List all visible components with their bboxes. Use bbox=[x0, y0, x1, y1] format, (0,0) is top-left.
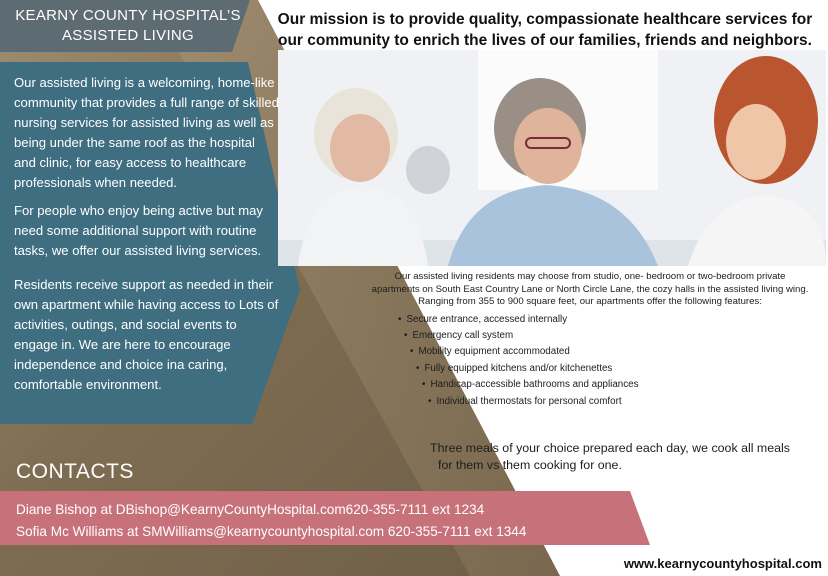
meals-line-1: Three meals of your choice prepared each day, we cook all meals bbox=[430, 441, 790, 455]
feature-item: • Fully equipped kitchens and/or kitchenettes bbox=[370, 361, 810, 377]
apartment-details-paragraph: Our assisted living residents may choose from studio, one- bedroom or two-bedroom private apartments on South East Country Lane or North Circle Lane, the cozy halls in the assisted living wing. Ranging from 355 to 900 square feet, our apartments offer the following features: bbox=[371, 271, 809, 307]
intro-paragraph-3: Residents receive support as needed in their own apartment while having access to Lots of activities, outings, and social events to engage in. We are here to encourage independence and choice ina caring, comfortable environment. bbox=[14, 277, 279, 392]
meals-note bbox=[430, 440, 828, 474]
intro-paragraph-2: For people who enjoy being active but may need some additional support with routine tasks, we offer our assisted living services. bbox=[14, 203, 263, 258]
hospital-title-line1: KEARNY COUNTY HOSPITAL’S bbox=[15, 7, 241, 24]
website-link[interactable]: www.kearnycountyhospital.com bbox=[623, 556, 822, 571]
intro-paragraph-1: Our assisted living is a welcoming, home-like community that provides a full range of skilled nursing services for assisted living as well as being under the same roof as the hospital and clinic, for easy access to healthcare professionals when needed. bbox=[14, 75, 279, 190]
features-list bbox=[370, 312, 810, 410]
feature-item: • Emergency call system bbox=[370, 328, 810, 344]
residents-photo-illustration bbox=[278, 50, 826, 266]
apartment-details bbox=[370, 271, 810, 410]
meals-line-2: for them vs them cooking for one. bbox=[438, 458, 622, 472]
mission-statement: Our mission is to provide quality, compassionate healthcare services for our community to enrich the lives of our families, friends and neighbors. bbox=[277, 11, 813, 49]
contact-lines bbox=[16, 499, 656, 543]
intro-text bbox=[14, 73, 279, 403]
hospital-title-line2: ASSISTED LIVING bbox=[61, 27, 195, 44]
feature-item: • Mobility equipment accommodated bbox=[370, 344, 810, 360]
residents-photo bbox=[278, 50, 826, 266]
hospital-title bbox=[4, 6, 252, 46]
contact-diane-bishop[interactable]: Diane Bishop at DBishop@KearnyCountyHospital.com620-355-7111 ext 1234 bbox=[16, 502, 485, 517]
contact-sofia-mc-williams[interactable]: Sofia Mc Williams at SMWilliams@kearnycountyhospital.com 620-355-7111 ext 1344 bbox=[16, 524, 527, 539]
feature-item: • Handicap-accessible bathrooms and appliances bbox=[370, 377, 810, 393]
feature-item: • Secure entrance, accessed internally bbox=[370, 312, 810, 328]
feature-item: • Individual thermostats for personal comfort bbox=[370, 394, 810, 410]
contacts-heading: CONTACTS bbox=[16, 460, 134, 483]
